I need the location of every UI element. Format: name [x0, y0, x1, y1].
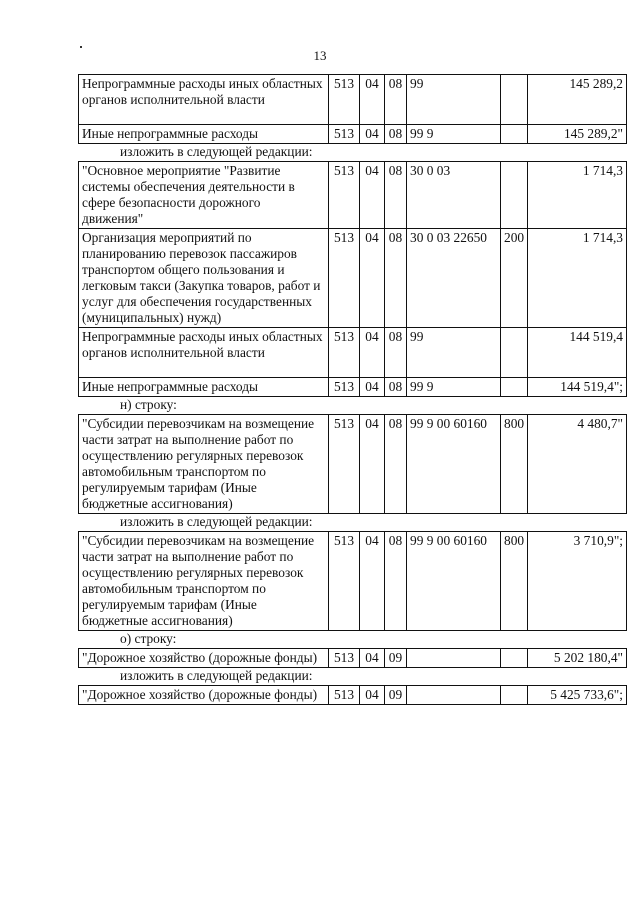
- code-target: 30 0 03 22650: [407, 229, 501, 328]
- amount: 145 289,2: [528, 75, 627, 125]
- instruction-text: изложить в следующей редакции:: [120, 668, 313, 683]
- code-expense-type: [501, 378, 528, 397]
- amount: 5 425 733,6";: [528, 686, 627, 705]
- code-target: 99: [407, 328, 501, 378]
- code-subsection: 08: [385, 162, 407, 229]
- code-expense-type: [501, 328, 528, 378]
- code-subsection: 08: [385, 415, 407, 514]
- code-section: 04: [360, 328, 385, 378]
- code-section: 04: [360, 415, 385, 514]
- code-ministry: 513: [329, 532, 360, 631]
- amount: 4 480,7": [528, 415, 627, 514]
- table-row: [79, 75, 627, 125]
- code-subsection: 09: [385, 649, 407, 668]
- code-ministry: 513: [329, 378, 360, 397]
- code-section: 04: [360, 229, 385, 328]
- code-subsection: 08: [385, 378, 407, 397]
- code-expense-type: 800: [501, 532, 528, 631]
- code-expense-type: [501, 649, 528, 668]
- instruction-text: н) строку:: [120, 397, 177, 412]
- amount: 144 519,4";: [528, 378, 627, 397]
- row-name: Иные непрограммные расходы: [79, 125, 329, 144]
- row-name: "Основное мероприятие "Развитие системы обеспечения деятельности в сфере безопасности дорожного движения": [79, 162, 329, 229]
- table-block-3: [78, 414, 627, 514]
- code-ministry: 513: [329, 686, 360, 705]
- row-name: "Субсидии перевозчикам на возмещение части затрат на выполнение работ по осуществлению регулярных перевозок автомобильным транспортом по регулируемым тарифам (Иные бюджетные ассигнования): [79, 532, 329, 631]
- table-row: [79, 649, 627, 668]
- code-target: 99 9: [407, 378, 501, 397]
- table-row: [79, 532, 627, 631]
- code-target: 30 0 03: [407, 162, 501, 229]
- row-name: Непрограммные расходы иных областных органов исполнительной власти: [79, 328, 329, 378]
- amount: 3 710,9";: [528, 532, 627, 631]
- code-section: 04: [360, 378, 385, 397]
- code-section: 04: [360, 162, 385, 229]
- row-name: "Дорожное хозяйство (дорожные фонды): [79, 649, 329, 668]
- instruction-text: изложить в следующей редакции:: [120, 514, 313, 529]
- table-block-6: [78, 685, 627, 705]
- table-block-4: [78, 531, 627, 631]
- code-subsection: 08: [385, 532, 407, 631]
- code-ministry: 513: [329, 649, 360, 668]
- amount: 5 202 180,4": [528, 649, 627, 668]
- amount: 1 714,3: [528, 162, 627, 229]
- code-ministry: 513: [329, 328, 360, 378]
- table-block-1: [78, 74, 627, 144]
- code-target: 99 9 00 60160: [407, 532, 501, 631]
- code-ministry: 513: [329, 415, 360, 514]
- code-ministry: 513: [329, 125, 360, 144]
- table-row: [79, 686, 627, 705]
- code-subsection: 08: [385, 125, 407, 144]
- code-section: 04: [360, 649, 385, 668]
- row-name: "Дорожное хозяйство (дорожные фонды): [79, 686, 329, 705]
- code-expense-type: [501, 162, 528, 229]
- row-name: Непрограммные расходы иных областных органов исполнительной власти: [79, 75, 329, 125]
- code-subsection: 08: [385, 328, 407, 378]
- code-section: 04: [360, 125, 385, 144]
- code-section: 04: [360, 75, 385, 125]
- code-target: [407, 649, 501, 668]
- amount: 145 289,2": [528, 125, 627, 144]
- code-target: 99 9 00 60160: [407, 415, 501, 514]
- page-number: 13: [313, 48, 327, 63]
- table-row: [79, 229, 627, 328]
- code-expense-type: 800: [501, 415, 528, 514]
- code-target: [407, 686, 501, 705]
- code-section: 04: [360, 532, 385, 631]
- row-name: Организация мероприятий по планированию перевозок пассажиров транспортом общего пользования и легковым такси (Закупка товаров, работ и услуг для обеспечения государственных (муниципальных) нужд): [79, 229, 329, 328]
- table-row: [79, 328, 627, 378]
- code-ministry: 513: [329, 75, 360, 125]
- row-name: Иные непрограммные расходы: [79, 378, 329, 397]
- code-target: 99: [407, 75, 501, 125]
- code-expense-type: [501, 125, 528, 144]
- table-row: [79, 378, 627, 397]
- code-subsection: 08: [385, 229, 407, 328]
- row-name: "Субсидии перевозчикам на возмещение части затрат на выполнение работ по осуществлению регулярных перевозок автомобильным транспортом по регулируемым тарифам (Иные бюджетные ассигнования): [79, 415, 329, 514]
- amount: 144 519,4: [528, 328, 627, 378]
- instruction-text: изложить в следующей редакции:: [120, 144, 313, 159]
- table-row: [79, 415, 627, 514]
- code-section: 04: [360, 686, 385, 705]
- table-row: [79, 125, 627, 144]
- table-row: [79, 162, 627, 229]
- code-subsection: 08: [385, 75, 407, 125]
- table-block-5: [78, 648, 627, 668]
- code-target: 99 9: [407, 125, 501, 144]
- instruction-text: о) строку:: [120, 631, 177, 646]
- code-ministry: 513: [329, 162, 360, 229]
- code-expense-type: [501, 75, 528, 125]
- code-expense-type: 200: [501, 229, 528, 328]
- amount: 1 714,3: [528, 229, 627, 328]
- document-body: [78, 74, 626, 705]
- table-block-2: [78, 161, 627, 397]
- code-ministry: 513: [329, 229, 360, 328]
- code-subsection: 09: [385, 686, 407, 705]
- code-expense-type: [501, 686, 528, 705]
